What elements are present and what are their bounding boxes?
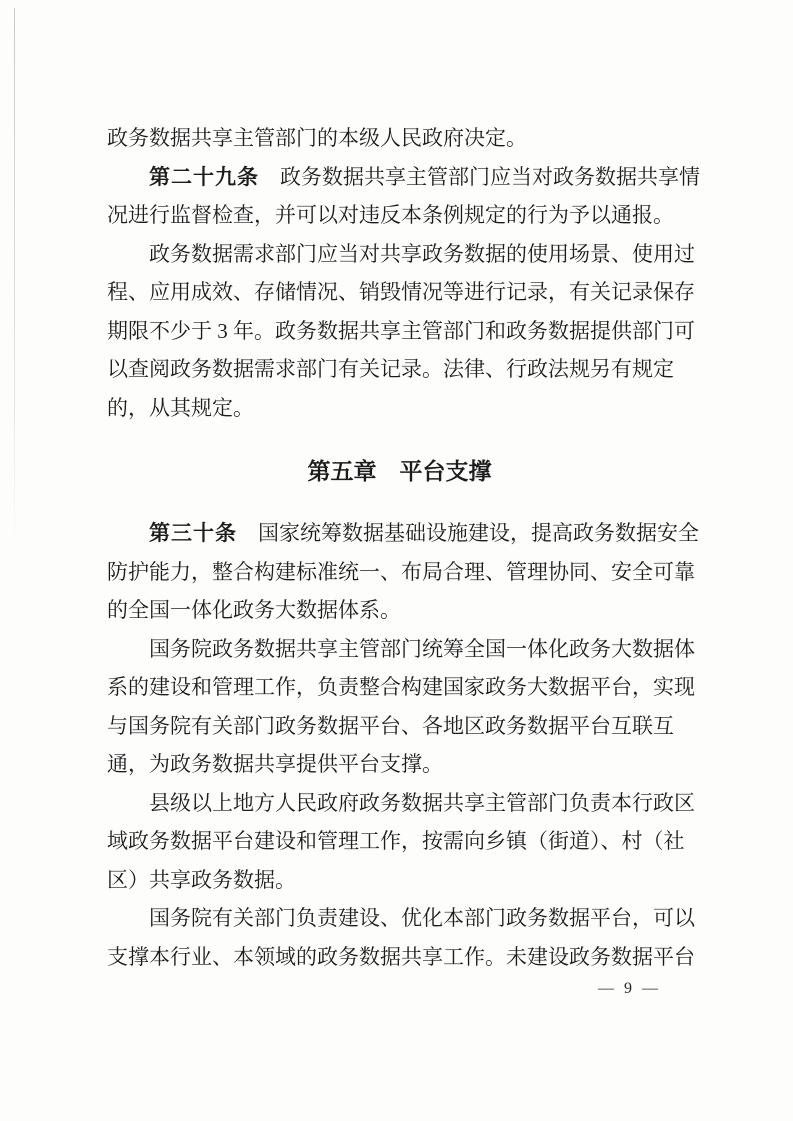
paragraph bbox=[107, 158, 700, 235]
text-line: 的，从其规定。 bbox=[107, 395, 254, 420]
text-line: 县级以上地方人民政府政务数据共享主管部门负责本行政区 bbox=[149, 790, 695, 815]
paragraph bbox=[107, 784, 695, 900]
text-line: 防护能力，整合构建标准统一、布局合理、管理协同、安全可靠 bbox=[107, 559, 695, 584]
paragraph bbox=[107, 630, 695, 784]
text-line: 期限不少于 3 年。政务数据共享主管部门和政务数据提供部门可 bbox=[107, 318, 695, 343]
text-line: 国务院有关部门负责建设、优化本部门政务数据平台，可以 bbox=[149, 906, 695, 930]
text-line: 支撑本行业、本领域的政务数据共享工作。未建设政务数据平台 bbox=[107, 944, 695, 969]
paragraph bbox=[107, 119, 692, 158]
text-line: 政务数据需求部门应当对共享政务数据的使用场景、使用过 bbox=[149, 241, 695, 266]
text-line: 国务院政务数据共享主管部门统筹全国一体化政务大数据体 bbox=[149, 636, 695, 661]
document-body bbox=[107, 119, 700, 976]
paragraph bbox=[107, 899, 695, 976]
text-line: 与国务院有关部门政务数据平台、各地区政务数据平台互联互 bbox=[107, 713, 674, 738]
text-line: 况进行监督检查，并可以对违反本条例规定的行为予以通报。 bbox=[107, 203, 674, 227]
text-line: 第二十九条 政务数据共享主管部门应当对政务数据共享情 bbox=[149, 164, 700, 189]
text-line: 第五章 平台支撑 bbox=[307, 458, 492, 484]
text-line: 通，为政务数据共享提供平台支撑。 bbox=[107, 752, 443, 776]
text-line: 程、应用成效、存储情况、销毁情况等进行记录，有关记录保存 bbox=[107, 280, 695, 304]
article-number: 第三十条 bbox=[149, 522, 237, 545]
article-number: 第二十九条 bbox=[149, 165, 259, 189]
text-line: 系的建设和管理工作，负责整合构建国家政务大数据平台，实现 bbox=[107, 675, 695, 699]
page-number: — 9 — bbox=[598, 980, 661, 997]
chapter-heading bbox=[107, 451, 692, 491]
text-line: 第三十条 国家统筹数据基础设施建设，提高政务数据安全 bbox=[149, 521, 699, 545]
text-line: 政务数据共享主管部门的本级人民政府决定。 bbox=[107, 126, 527, 150]
scan-edge-line bbox=[14, 8, 15, 553]
paragraph bbox=[107, 514, 699, 630]
text-line: 区）共享政务数据。 bbox=[107, 867, 296, 892]
paragraph bbox=[107, 235, 695, 428]
text-line: 域政务数据平台建设和管理工作，按需向乡镇（街道）、村（社 bbox=[107, 829, 685, 853]
text-line: 以查阅政务数据需求部门有关记录。法律、行政法规另有规定 bbox=[107, 357, 674, 381]
text-line: 的全国一体化政务大数据体系。 bbox=[107, 598, 401, 622]
